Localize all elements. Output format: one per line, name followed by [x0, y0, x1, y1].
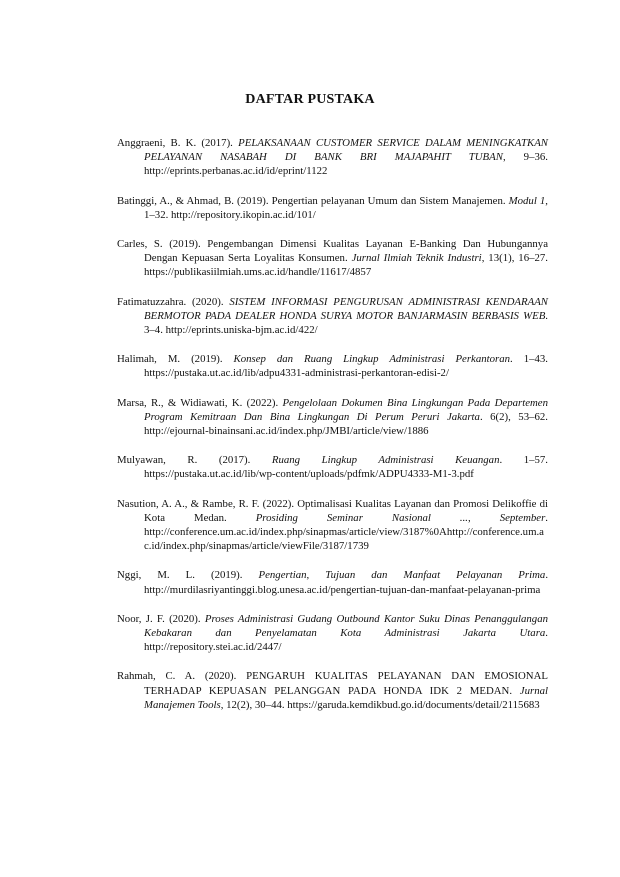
- reference-italic-title: Pengelolaan Dokumen Bina Lingkungan Pada Departemen Program Kemitraan Dan Bina Lingkungan Di Perum Peruri Jakarta: [144, 396, 548, 423]
- reference-text: . 3–4. http://eprints.uniska-bjm.ac.id/422/: [144, 309, 548, 337]
- reference-item: [117, 453, 548, 481]
- reference-text: , 13(1), 16–27. https://publikasiilmiah.ums.ac.id/handle/11617/4857: [144, 252, 548, 279]
- reference-text: Mulyawan, R. (2017).: [117, 454, 272, 467]
- reference-italic-title: Ruang Lingkup Administrasi Keuangan: [271, 454, 500, 467]
- reference-item: [117, 237, 548, 280]
- reference-text: Noor, J. F. (2020).: [117, 612, 205, 625]
- reference-italic-title: Jurnal Ilmiah Teknik Industri: [351, 252, 482, 265]
- reference-italic-title: Konsep dan Ruang Lingkup Administrasi Perkantoran: [233, 353, 511, 366]
- reference-text: Carles, S. (2019). Pengembangan Dimensi Kualitas Layanan E-Banking Dan Hubungannya Dengan Kepuasan Serta Loyalitas Konsumen.: [117, 238, 548, 265]
- reference-text: Batinggi, A., & Ahmad, B. (2019). Pengertian pelayanan Umum dan Sistem Manajemen.: [117, 194, 509, 207]
- reference-item: [117, 352, 548, 380]
- reference-item: [117, 194, 548, 222]
- reference-text: . http://repository.stei.ac.id/2447/: [144, 627, 548, 654]
- reference-text: Rahmah, C. A. (2020). PENGARUH KUALITAS PELAYANAN DAN EMOSIONAL TERHADAP KEPUASAN PELANGGAN PADA HONDA IDK 2 MEDAN.: [117, 670, 548, 697]
- reference-text: . 1–57. https://pustaka.ut.ac.id/lib/wp-content/uploads/pdfmk/ADPU4333-M1-3.pdf: [144, 454, 548, 481]
- reference-text: , 12(2), 30–44. https://garuda.kemdikbud.go.id/documents/detail/2115683: [220, 698, 540, 711]
- reference-text: . http://conference.um.ac.id/index.php/sinapmas/article/view/3187%0Ahttp://conference.um.ac.id/index.php/sinapmas/article/viewFile/3187/1739: [144, 511, 548, 553]
- reference-italic-title: PELAKSANAAN CUSTOMER SERVICE DALAM MENINGKATKAN PELAYANAN NASABAH DI BANK BRI MAJAPAHIT TUBAN: [144, 137, 549, 164]
- reference-item: [117, 568, 548, 596]
- reference-italic-title: Pengertian, Tujuan dan Manfaat Pelayanan Prima: [258, 569, 546, 582]
- reference-item: [117, 612, 548, 655]
- reference-item: [117, 396, 548, 439]
- reference-text: , 9–36. http://eprints.perbanas.ac.id/id/eprint/1122: [144, 151, 548, 178]
- reference-italic-title: Prosiding Seminar Nasional ..., September: [255, 511, 546, 524]
- page-title: DAFTAR PUSTAKA: [245, 92, 375, 107]
- reference-item: [117, 295, 548, 338]
- reference-item: [117, 497, 548, 554]
- reference-list: [117, 136, 548, 727]
- reference-italic-title: Proses Administrasi Gudang Outbound Kantor Suku Dinas Penanggulangan Kebakaran dan Penyelamatan Kota Administrasi Jakarta Utara: [144, 612, 548, 640]
- reference-text: Marsa, R., & Widiawati, K. (2022).: [117, 396, 283, 409]
- reference-text: , 1–32. http://repository.ikopin.ac.id/101/: [144, 194, 548, 221]
- reference-text: Halimah, M. (2019).: [117, 353, 234, 366]
- reference-text: . 1–43. https://pustaka.ut.ac.id/lib/adpu4331-administrasi-perkantoran-edisi-2/: [144, 353, 548, 380]
- reference-italic-title: SISTEM INFORMASI PENGURUSAN ADMINISTRASI KENDARAAN BERMOTOR PADA DEALER HONDA SURYA MOTOR BANJARMASIN BERBASIS WEB: [144, 295, 548, 322]
- reference-text: . http://murdilasriyantinggi.blog.unesa.ac.id/pengertian-tujuan-dan-manfaat-pelayanan-prima: [144, 569, 549, 596]
- reference-text: Fatimatuzzahra. (2020).: [117, 295, 230, 308]
- reference-text: Nggi, M. L. (2019).: [117, 569, 259, 582]
- reference-item: [117, 136, 548, 179]
- reference-text: . 6(2), 53–62. http://ejournal-binainsani.ac.id/index.php/JMBI/article/view/1886: [144, 410, 548, 438]
- reference-item: [117, 669, 548, 712]
- reference-text: Anggraeni, B. K. (2017).: [117, 137, 239, 149]
- reference-italic-title: Modul 1: [508, 194, 546, 207]
- reference-text: Nasution, A. A., & Rambe, R. F. (2022). Optimalisasi Kualitas Layanan dan Promosi Delikoffie di Kota Medan.: [117, 497, 548, 524]
- reference-italic-title: Jurnal Manajemen Tools: [144, 684, 548, 711]
